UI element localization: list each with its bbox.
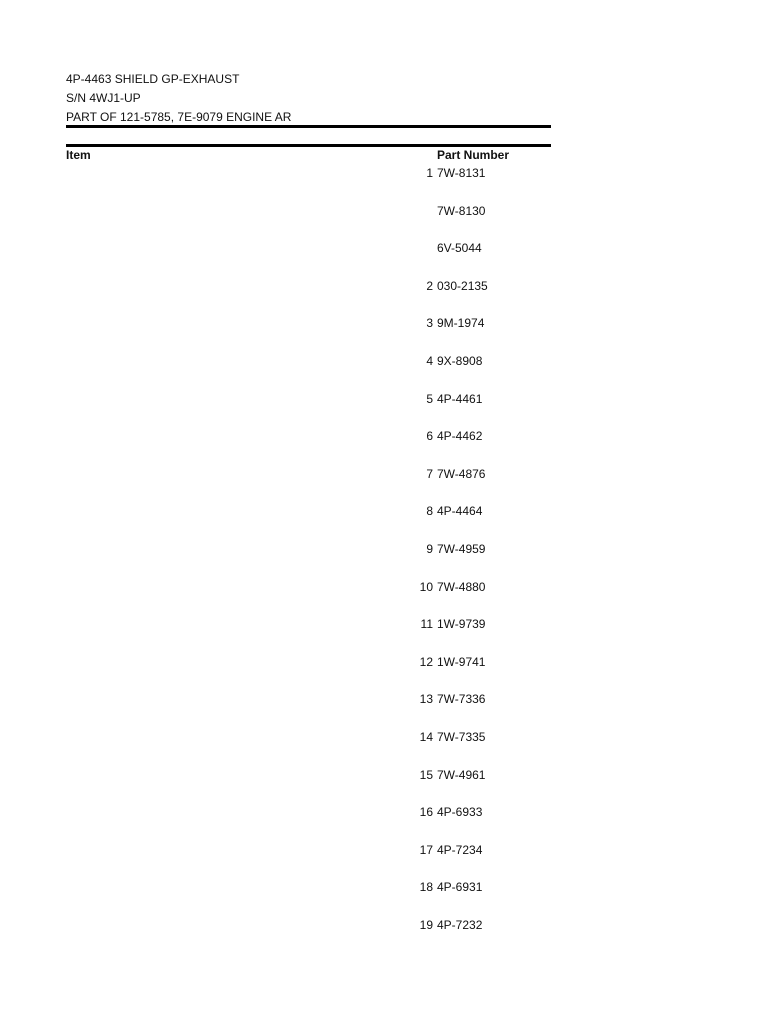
table-row [0,354,768,370]
part-number: 7W-4959 [437,542,486,556]
item-number: 4 [426,354,433,368]
table-row [0,768,768,784]
item-number: 17 [419,843,433,857]
table-row [0,166,768,182]
part-number: 1W-9741 [437,655,486,669]
part-number: 4P-7234 [437,843,483,857]
item-number: 1 [426,166,433,180]
table-row [0,692,768,708]
item-number: 12 [419,655,433,669]
item-number: 18 [419,880,433,894]
part-number: 9M-1974 [437,316,485,330]
item-number: 13 [419,692,433,706]
header-parent-assembly: PART OF 121-5785, 7E-9079 ENGINE AR [66,110,292,124]
part-number: 4P-6931 [437,880,483,894]
item-number: 2 [426,279,433,293]
table-row [0,279,768,295]
part-number: 4P-7232 [437,918,483,932]
part-number: 4P-6933 [437,805,483,819]
part-number: 4P-4464 [437,504,483,518]
item-number: 15 [419,768,433,782]
table-row [0,843,768,859]
part-number: 030-2135 [437,279,488,293]
part-number: 7W-4880 [437,580,486,594]
part-number: 7W-8131 [437,166,486,180]
table-row [0,241,768,257]
part-number: 1W-9739 [437,617,486,631]
table-row [0,918,768,934]
item-number: 7 [426,467,433,481]
part-number: 7W-8130 [437,204,486,218]
table-row [0,880,768,896]
table-row [0,580,768,596]
part-number: 9X-8908 [437,354,483,368]
item-number: 6 [426,429,433,443]
table-row [0,467,768,483]
table-row [0,805,768,821]
item-number: 16 [419,805,433,819]
table-row [0,204,768,220]
table-row [0,730,768,746]
part-number: 7W-7335 [437,730,486,744]
item-number: 3 [426,316,433,330]
item-number: 10 [419,580,433,594]
part-number: 6V-5044 [437,241,482,255]
column-header-part-number: Part Number [437,148,510,162]
table-row [0,617,768,633]
table-row [0,429,768,445]
part-number: 4P-4461 [437,392,483,406]
table-row [0,542,768,558]
part-number: 7W-4876 [437,467,486,481]
table-row [0,655,768,671]
part-number: 4P-4462 [437,429,483,443]
item-number: 9 [426,542,433,556]
part-number: 7W-7336 [437,692,486,706]
item-number: 5 [426,392,433,406]
item-number: 8 [426,504,433,518]
item-number: 11 [420,617,433,631]
column-header-item: Item [66,148,91,162]
table-row [0,504,768,520]
item-number: 14 [419,730,433,744]
item-number: 19 [419,918,433,932]
header-title: 4P-4463 SHIELD GP-EXHAUST [66,72,240,86]
part-number: 7W-4961 [437,768,486,782]
table-row [0,392,768,408]
header-serial-range: S/N 4WJ1-UP [66,91,141,105]
table-row [0,316,768,332]
